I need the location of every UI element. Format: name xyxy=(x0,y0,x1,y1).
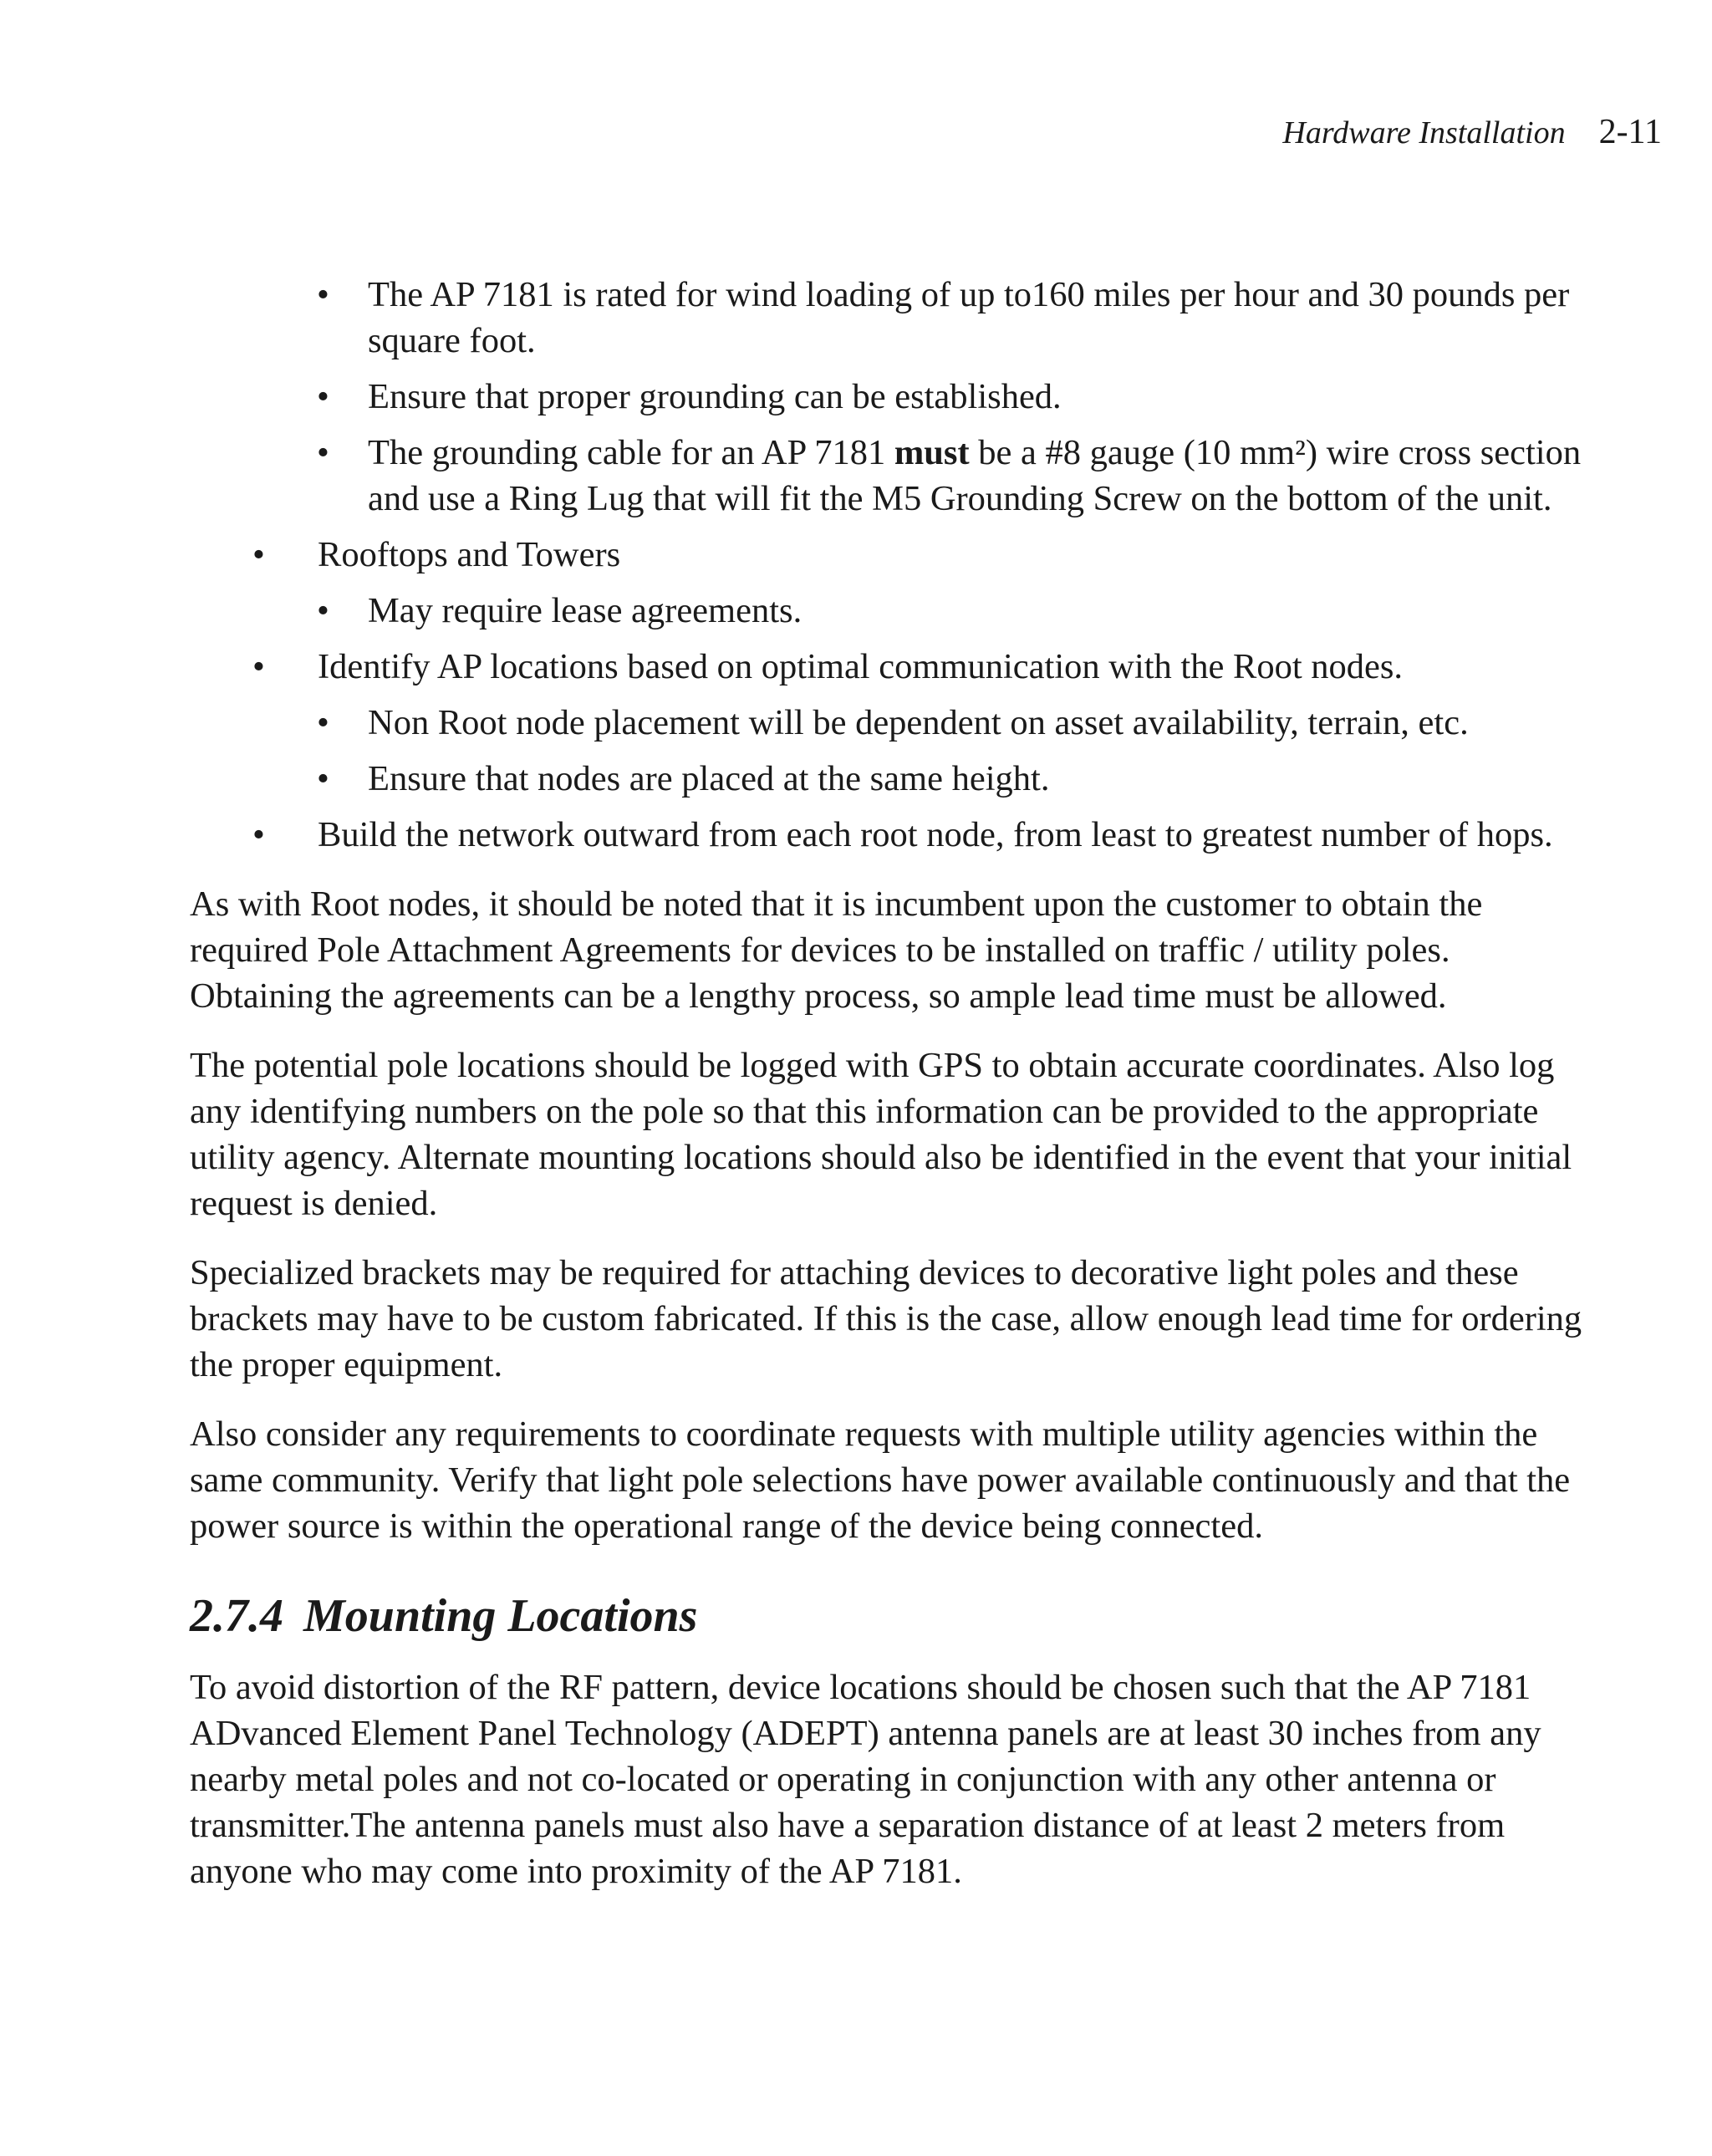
list-item xyxy=(190,532,1586,578)
list-item-text: The AP 7181 is rated for wind loading of up to160 miles per hour and 30 pounds per square foot. xyxy=(368,275,1570,360)
section-title: Mounting Locations xyxy=(303,1590,698,1642)
list-item xyxy=(190,812,1586,858)
list-item-text-before: The grounding cable for an AP 7181 xyxy=(368,433,894,472)
section-number: 2.7.4 xyxy=(190,1590,283,1642)
bullet-marker: • xyxy=(252,815,265,854)
running-header-title: Hardware Installation xyxy=(1282,115,1566,150)
list-item-text xyxy=(368,433,1581,518)
list-item-text: Identify AP locations based on optimal communication with the Root nodes. xyxy=(318,647,1404,686)
list-item-text: Build the network outward from each root node, from least to greatest number of hops. xyxy=(318,815,1553,854)
bullet-marker: • xyxy=(317,703,329,742)
paragraph-pole-agreements: As with Root nodes, it should be noted that it is incumbent upon the customer to obtain the required Pole Attachment Agreements for devices to be installed on traffic / utility poles. Obtaining the agreements can be a lengthy process, so ample lead time must be allowed. xyxy=(190,884,1483,1016)
bullet-marker: • xyxy=(317,275,329,314)
section-heading xyxy=(190,1589,1586,1643)
page-header xyxy=(1282,112,1662,152)
list-item xyxy=(190,374,1586,420)
list-item xyxy=(190,644,1586,690)
paragraph-utility-coordination: Also consider any requirements to coordinate requests with multiple utility agencies within the same community. Verify that light pole selections have power available continuously and that the power source is within the operational range of the device being connected. xyxy=(190,1414,1571,1546)
list-item-text-after: be a #8 gauge (10 mm²) wire cross section and use a Ring Lug that will fit the M5 Grounding Screw on the bottom of the unit. xyxy=(368,433,1582,518)
paragraph-brackets: Specialized brackets may be required for attaching devices to decorative light poles and these brackets may have to be custom fabricated. If this is the case, allow enough lead time for ordering the proper equipment. xyxy=(190,1253,1582,1384)
list-item xyxy=(190,700,1586,746)
list-item xyxy=(190,272,1586,364)
list-item xyxy=(190,588,1586,634)
page-content xyxy=(190,272,1586,1918)
bullet-marker: • xyxy=(317,759,329,798)
bullet-marker: • xyxy=(317,377,329,416)
bullet-marker: • xyxy=(317,591,329,630)
emphasis-must: must xyxy=(894,433,970,472)
bullet-marker: • xyxy=(252,535,265,574)
paragraph-mounting-locations: To avoid distortion of the RF pattern, device locations should be chosen such that the AP 7181 ADvanced Element Panel Technology (ADEPT) antenna panels are at least 30 inches from any nearby metal poles and not co-located or operating in conjunction with any other antenna or transmitter.The antenna panels must also have a separation distance of at least 2 meters from anyone who may come into proximity of the AP 7181. xyxy=(190,1668,1541,1891)
list-item-text: May require lease agreements. xyxy=(368,591,802,630)
list-item-text: Non Root node placement will be dependent on asset availability, terrain, etc. xyxy=(368,703,1469,742)
paragraph-gps-logging: The potential pole locations should be logged with GPS to obtain accurate coordinates. Also log any identifying numbers on the pole so that this information can be provided to the appropriate utility agency. Alternate mounting locations should also be identified in the event that your initial request is denied. xyxy=(190,1046,1572,1223)
bullet-marker: • xyxy=(252,647,265,686)
list-item-text: Ensure that nodes are placed at the same height. xyxy=(368,759,1050,798)
page-number: 2-11 xyxy=(1598,113,1662,151)
list-item-text: Rooftops and Towers xyxy=(318,535,621,574)
bullet-list xyxy=(190,272,1586,858)
list-item-text: Ensure that proper grounding can be established. xyxy=(368,377,1062,416)
bullet-marker: • xyxy=(317,433,329,472)
list-item xyxy=(190,430,1586,522)
list-item xyxy=(190,756,1586,802)
